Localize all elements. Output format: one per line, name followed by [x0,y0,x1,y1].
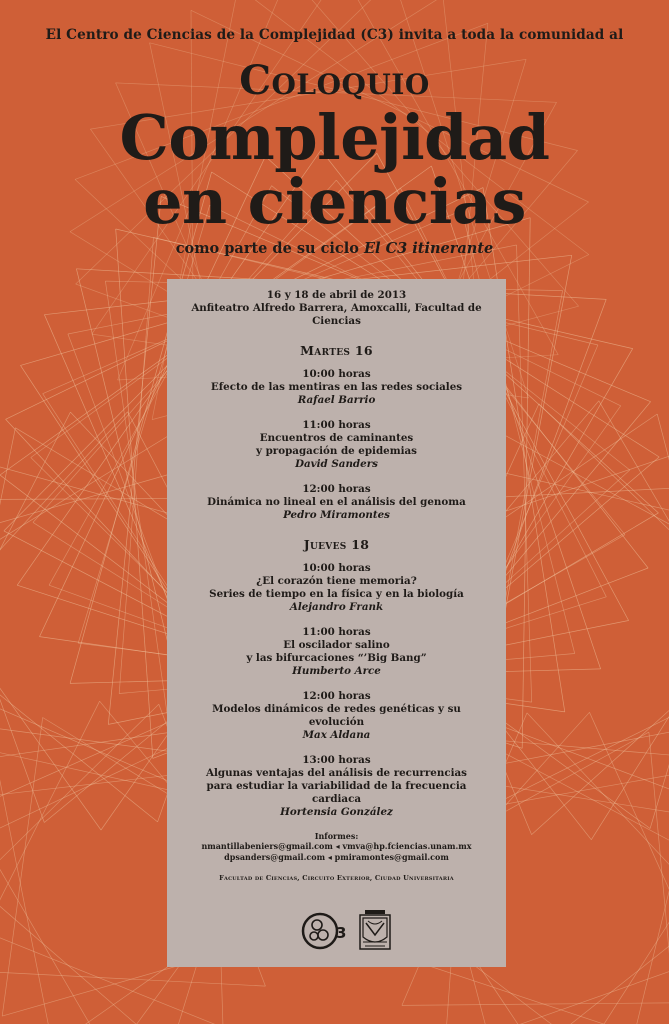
program-panel [167,279,506,967]
contact-line-2: dpsanders@gmail.com ◂ pmiramontes@gmail.com [224,851,449,862]
talk-speaker: Pedro Miramontes [283,509,390,521]
talk-time: 13:00 horas [302,754,371,766]
invitation-text: El Centro de Ciencias de la Complejidad (C3) invita a toda la comunidad al [45,27,624,43]
talk-title-line: y las bifurcaciones “’Big Bang” [246,652,427,664]
talk [167,626,506,678]
talk [167,562,506,614]
talk-speaker: Humberto Arce [292,665,381,677]
talk-title-line: Dinámica no lineal en el análisis del genoma [207,496,466,508]
contact-line-1: nmantillabeniers@gmail.com ◂ vmva@hp.fciencias.unam.mx [201,841,472,851]
contact-label: Informes: [314,831,359,841]
talk-title-line: evolución [308,716,365,728]
talk-title-line: ¿El corazón tiene memoria? [256,575,417,587]
talk [167,690,506,742]
event-title [0,101,669,238]
talk-title-line: El oscilador salino [283,639,390,651]
talk-time: 12:00 horas [302,483,371,495]
event-venue: Anfiteatro Alfredo Barrera, Amoxcalli, Facultad de Ciencias [191,302,482,327]
talk-title-line: Encuentros de caminantes [259,432,414,444]
subtitle-prefix: como parte de su ciclo [175,240,359,257]
subtitle-series: El C3 itinerante [364,240,494,257]
event-dates: 16 y 18 de abril de 2013 [266,289,407,301]
talk-time: 10:00 horas [302,562,371,574]
talk-time: 10:00 horas [302,368,371,380]
talk-time: 11:00 horas [302,419,371,431]
talk-speaker: David Sanders [295,458,378,470]
talk-title-line: para estudiar la variabilidad de la frecuencia [206,780,467,792]
talk-speaker: Hortensia González [280,806,393,818]
talk-title-line: Efecto de las mentiras en las redes sociales [210,381,463,393]
subtitle [0,240,669,257]
title-line-1: Complejidad [119,101,550,174]
talk-speaker: Max Aldana [302,729,371,741]
talk-speaker: Alejandro Frank [289,601,384,613]
program-list [167,343,506,819]
title-line-2: en ciencias [143,165,526,238]
address: Facultad de Ciencias, Circuito Exterior, Ciudad Universitaria [219,874,454,882]
talk-title-line: Algunas ventajas del análisis de recurrencias [206,767,467,779]
talk [167,368,506,407]
talk-title-line: cardiaca [311,793,362,805]
day-heading: Jueves 18 [303,537,370,552]
c3-logo-text: 3 [336,924,346,942]
talk [167,419,506,471]
day-heading: Martes 16 [300,343,373,358]
talk-title-line: y propagación de epidemias [256,445,417,457]
talk-title-line: Modelos dinámicos de redes genéticas y su [212,703,461,715]
logos [167,905,506,955]
talk-speaker: Rafael Barrio [297,394,376,406]
talk-title-line: Series de tiempo en la física y en la biología [209,588,464,600]
talk-time: 12:00 horas [302,690,371,702]
unam-crest [357,909,393,953]
talk [167,483,506,522]
event-type: Coloquio [239,57,430,104]
talk-time: 11:00 horas [302,626,371,638]
c3-logo [300,911,346,951]
talk [167,754,506,819]
